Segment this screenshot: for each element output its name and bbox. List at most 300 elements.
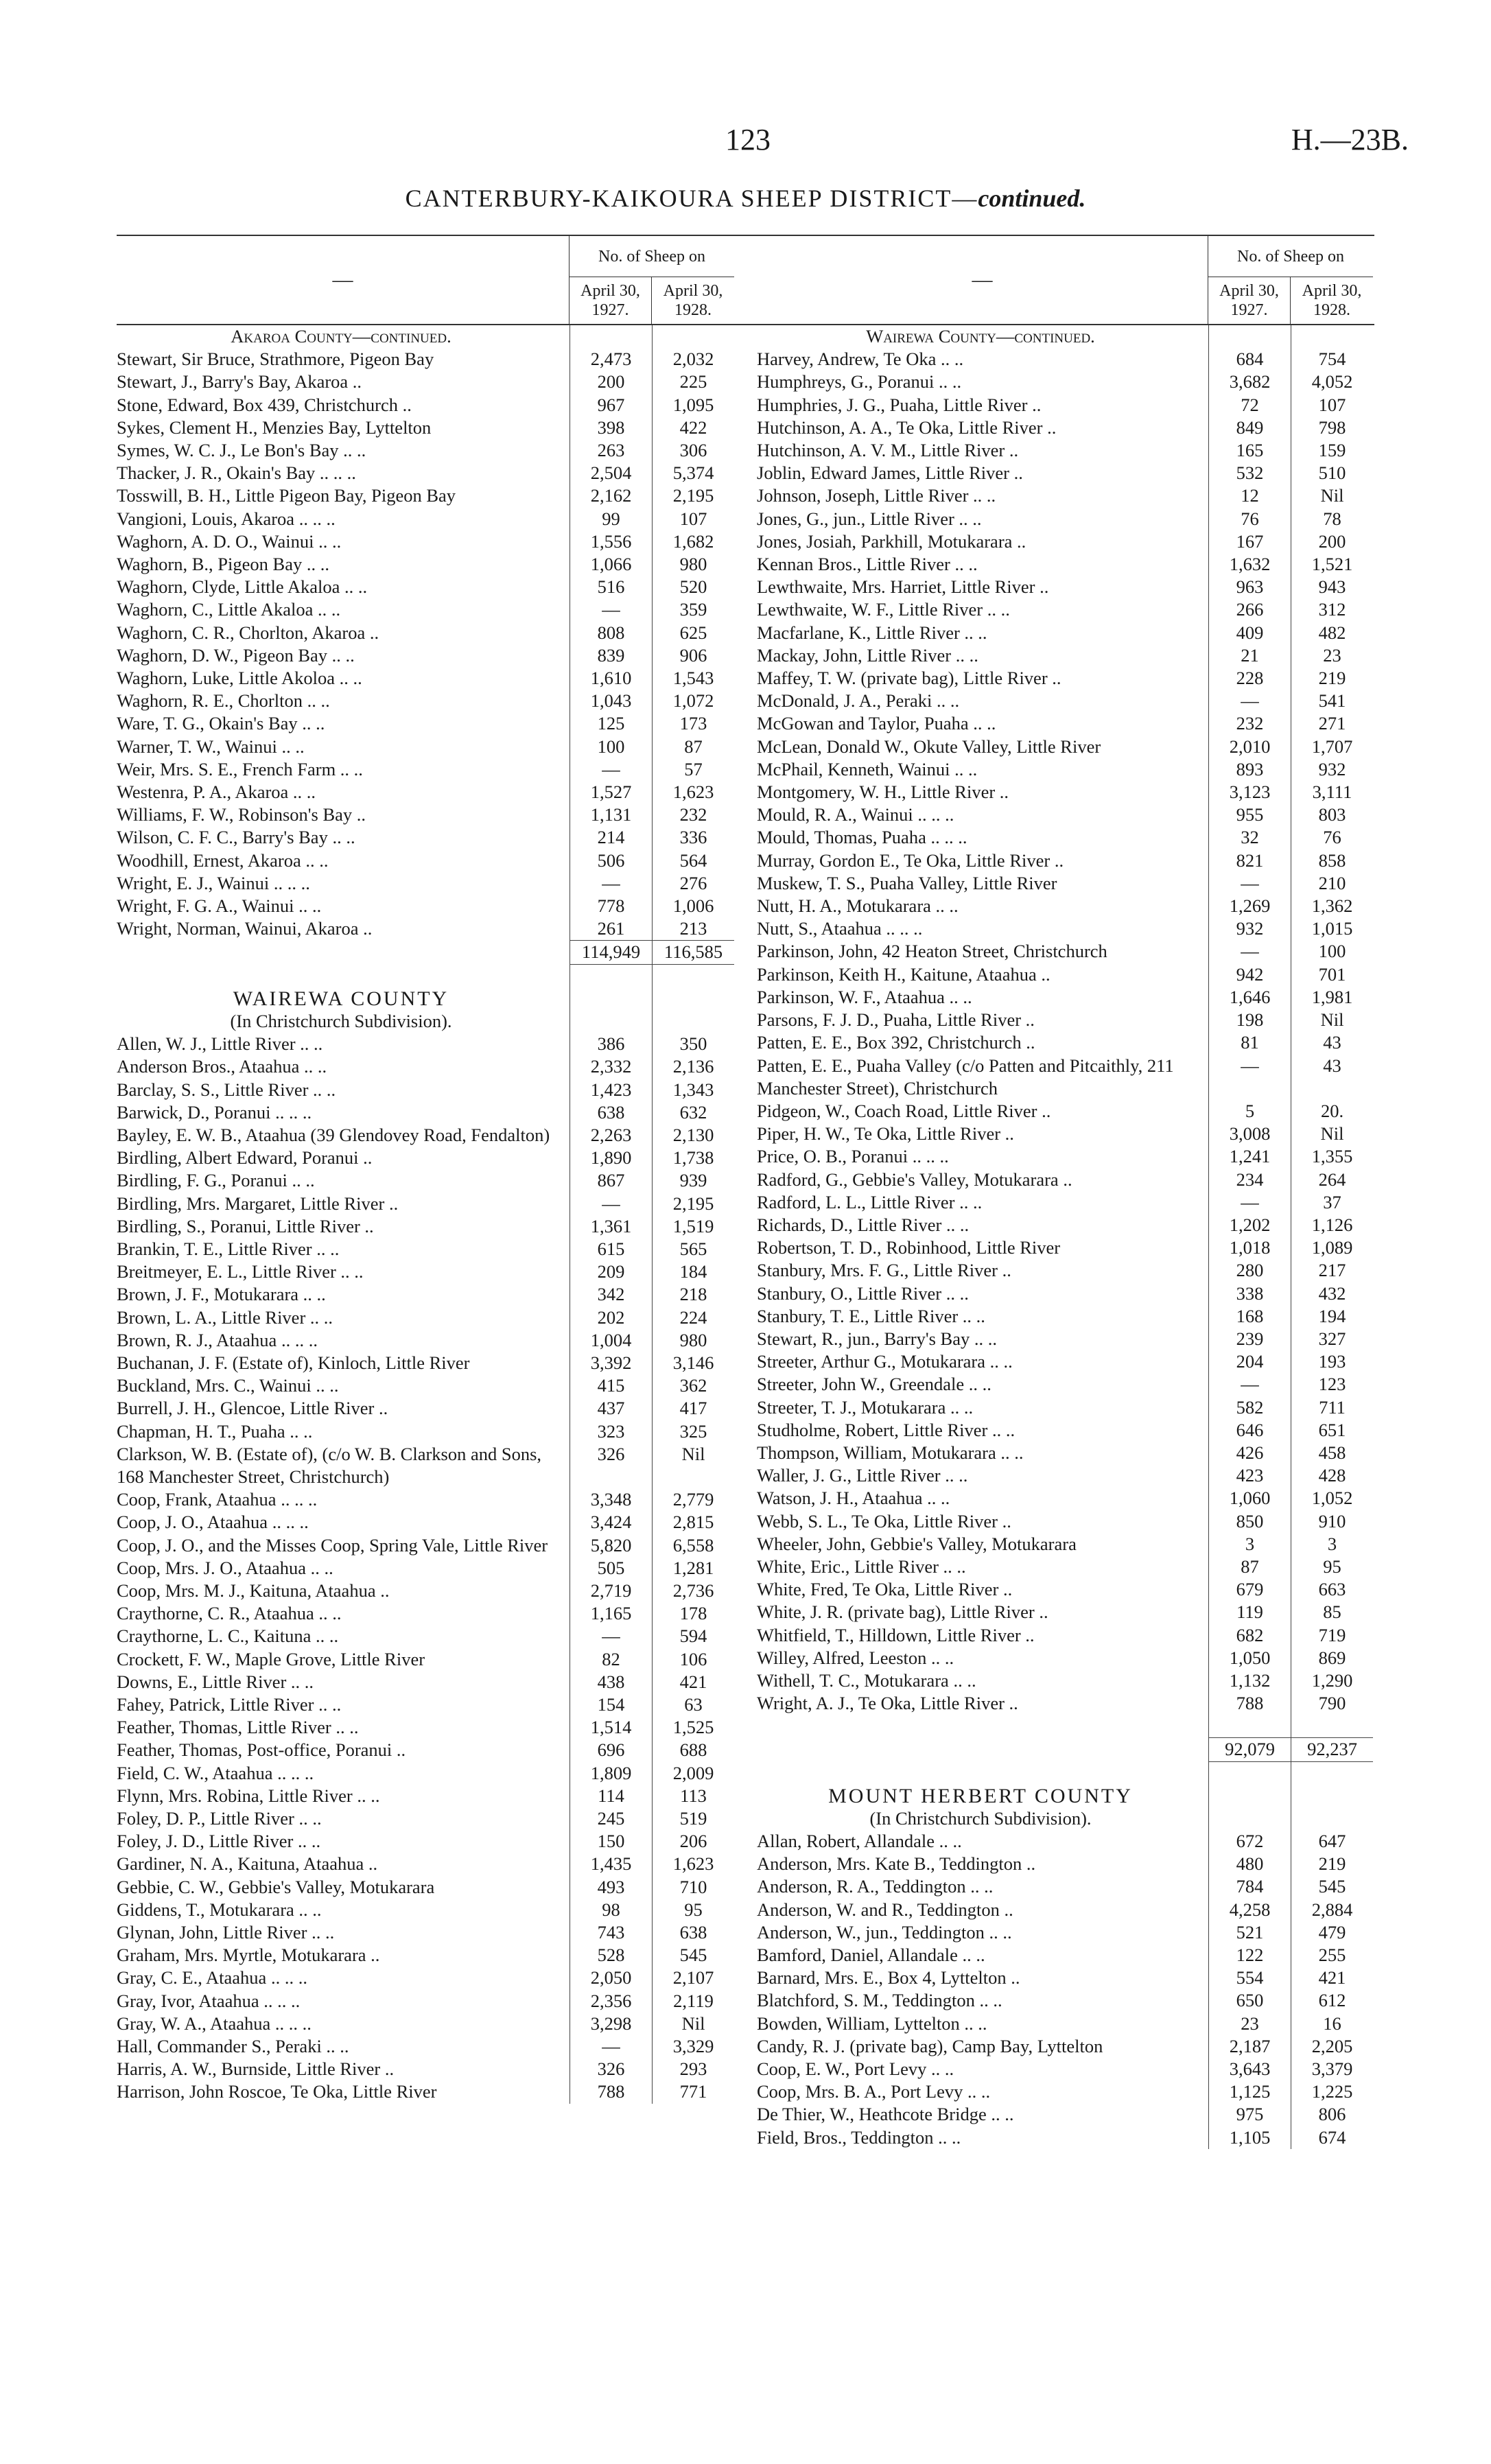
spacer-row — [757, 1762, 1374, 1785]
owner-name: Bamford, Daniel, Allandale .. .. — [757, 1945, 985, 1966]
sheep-1928: 3,146 — [652, 1352, 734, 1374]
sheep-1927: 4,258 — [1208, 1899, 1291, 1921]
owner-name: Watson, J. H., Ataahua .. .. — [757, 1488, 950, 1509]
sheep-1927 — [570, 965, 652, 987]
table-row — [757, 1282, 1374, 1305]
owner-name: Mould, Thomas, Puaha .. .. .. — [757, 827, 967, 848]
sheep-1927: 125 — [570, 712, 652, 735]
sheep-1927 — [1208, 1715, 1291, 1737]
sheep-1928: 325 — [652, 1420, 734, 1443]
owner-name: Anderson, R. A., Teddington .. .. — [757, 1876, 994, 1897]
sheep-1928: 123 — [1291, 1373, 1373, 1396]
table-row — [757, 1214, 1374, 1236]
owner-name: Waghorn, R. E., Chorlton .. .. — [117, 690, 330, 712]
sheep-1928: 1,519 — [652, 1215, 734, 1238]
owner-name: Flynn, Mrs. Robina, Little River .. .. — [117, 1785, 380, 1806]
table-row — [117, 872, 817, 895]
sheep-1928: 939 — [652, 1169, 734, 1192]
sheep-1928: 3,329 — [652, 2035, 734, 2058]
owner-name: Wairewa County—continued. — [866, 326, 1095, 347]
owner-name: Gray, W. A., Ataahua .. .. .. — [117, 2013, 312, 2034]
sheep-1927: 650 — [1208, 1989, 1291, 2012]
sheep-1928: 421 — [1291, 1967, 1373, 1989]
table-row — [117, 826, 817, 849]
right-table-body — [757, 325, 1374, 2149]
table-row — [757, 462, 1374, 484]
sheep-1927: 2,263 — [570, 1124, 652, 1147]
table-row — [757, 736, 1374, 758]
table-row — [757, 1236, 1374, 1259]
sheep-1927: 3,123 — [1208, 781, 1291, 803]
owner-name: Brankin, T. E., Little River .. .. — [117, 1238, 340, 1259]
owner-name: Jones, G., jun., Little River .. .. — [757, 508, 982, 529]
sheep-1927: 615 — [570, 1238, 652, 1260]
sheep-1927: 5,820 — [570, 1534, 652, 1557]
table-row — [117, 712, 817, 735]
sheep-1928: 1,089 — [1291, 1236, 1373, 1259]
sheep-1927: 415 — [570, 1374, 652, 1397]
sheep-1927: 1,423 — [570, 1079, 652, 1101]
sheep-1927: 554 — [1208, 1967, 1291, 1989]
sheep-1927: 3,392 — [570, 1352, 652, 1374]
sheep-1927: 32 — [1208, 826, 1291, 849]
sheep-1927: 99 — [570, 508, 652, 530]
owner-name: Coop, Mrs. B. A., Port Levy .. .. — [757, 2081, 991, 2102]
sheep-1927: — — [1208, 1055, 1291, 1100]
table-row — [117, 1899, 817, 1921]
owner-name: Stewart, Sir Bruce, Strathmore, Pigeon Bay — [117, 349, 434, 370]
owner-name: MOUNT HERBERT COUNTY — [828, 1784, 1133, 1807]
sheep-1927: — — [1208, 872, 1291, 895]
sheep-1928: 350 — [652, 1033, 734, 1055]
sheep-1928: 5,374 — [652, 462, 734, 484]
table-row — [117, 895, 817, 917]
owner-name — [757, 1715, 1208, 1737]
owner-name: Waghorn, A. D. O., Wainui .. .. — [117, 530, 342, 552]
table-row — [757, 1259, 1374, 1282]
table-row — [117, 690, 817, 712]
sheep-1928: 594 — [652, 1625, 734, 1647]
owner-name: Burrell, J. H., Glencoe, Little River .. — [117, 1398, 388, 1419]
table-row — [117, 439, 817, 462]
owner-name — [117, 940, 570, 964]
sheep-1928: 312 — [1291, 598, 1373, 621]
total-row — [757, 1737, 1374, 1761]
owner-name: Coop, J. O., Ataahua .. .. .. — [117, 1512, 309, 1533]
sheep-1928: 2,136 — [652, 1055, 734, 1078]
sheep-1927: 684 — [1208, 348, 1291, 371]
sheep-1928: 276 — [652, 872, 734, 895]
table-row — [117, 598, 817, 621]
no-of-sheep-label: No. of Sheep on — [570, 236, 734, 277]
sheep-1927: 3,424 — [570, 1511, 652, 1534]
sheep-1928: 458 — [1291, 1442, 1373, 1464]
sheep-1928: 213 — [652, 917, 734, 940]
sheep-1927: 788 — [1208, 1692, 1291, 1715]
left-column — [117, 235, 817, 2104]
subdivision-label — [757, 1807, 1374, 1830]
sheep-1928: 1,095 — [652, 394, 734, 416]
sheep-1928: 1,543 — [652, 667, 734, 690]
table-row — [757, 508, 1374, 530]
table-row — [117, 1921, 817, 1944]
sheep-1927: 493 — [570, 1876, 652, 1899]
left-table-body — [117, 325, 817, 2104]
owner-name: Westenra, P. A., Akaroa .. .. — [117, 782, 316, 803]
table-row — [117, 758, 817, 781]
sheep-1927: 1,060 — [1208, 1487, 1291, 1510]
table-row — [757, 1875, 1374, 1898]
table-row — [757, 1899, 1374, 1921]
owner-name: Gebbie, C. W., Gebbie's Valley, Motukarara — [117, 1876, 435, 1897]
sheep-1928: 1,006 — [652, 895, 734, 917]
sheep-1927: 168 — [1208, 1305, 1291, 1328]
sheep-1928: 1,623 — [652, 781, 734, 803]
sheep-1928: 1,707 — [1291, 736, 1373, 758]
sheep-1927: 682 — [1208, 1624, 1291, 1647]
sheep-1927: 967 — [570, 394, 652, 416]
owner-name: McDonald, J. A., Peraki .. .. — [757, 690, 960, 712]
sheep-1928: 612 — [1291, 1989, 1373, 2012]
sheep-1927: — — [570, 1193, 652, 1215]
sheep-1928: 92,237 — [1291, 1737, 1373, 1761]
owner-name: Stone, Edward, Box 439, Christchurch .. — [117, 394, 412, 415]
owner-name: Buckland, Mrs. C., Wainui .. .. — [117, 1375, 339, 1396]
sheep-1928: 63 — [652, 1693, 734, 1716]
sheep-1927: 326 — [570, 1443, 652, 1488]
sheep-1928: 100 — [1291, 940, 1373, 963]
owner-name: Blatchford, S. M., Teddington .. .. — [757, 1990, 1002, 2011]
sheep-1928: 2,205 — [1291, 2035, 1373, 2058]
table-row — [757, 667, 1374, 690]
sheep-1928: 625 — [652, 622, 734, 644]
sheep-1927: 239 — [1208, 1328, 1291, 1350]
sheep-1928: 95 — [652, 1899, 734, 1921]
sheep-1927: 850 — [1208, 1510, 1291, 1533]
owner-name: Brown, L. A., Little River .. .. — [117, 1306, 333, 1328]
table-row — [117, 1648, 817, 1671]
sheep-1927: 280 — [1208, 1259, 1291, 1282]
owner-name: Murray, Gordon E., Te Oka, Little River .. — [757, 849, 1064, 871]
table-row — [117, 1033, 817, 1055]
table-row — [757, 2080, 1374, 2103]
sheep-1927: 92,079 — [1208, 1737, 1291, 1761]
owner-name — [757, 1737, 1208, 1761]
sheep-1928: 1,682 — [652, 530, 734, 553]
sheep-1928 — [652, 987, 734, 1010]
owner-name: Wright, A. J., Te Oka, Little River .. — [757, 1693, 1018, 1714]
sheep-1927: 3,682 — [1208, 371, 1291, 393]
owner-name: Nutt, H. A., Motukarara .. .. — [757, 895, 959, 917]
spacer-row — [757, 1715, 1374, 1737]
table-row — [117, 1876, 817, 1899]
sheep-1928: 663 — [1291, 1578, 1373, 1601]
table-row — [117, 1374, 817, 1397]
owner-name: Gray, Ivor, Ataahua .. .. .. — [117, 1990, 301, 2011]
sheep-1928: 57 — [652, 758, 734, 781]
sheep-1928: 798 — [1291, 416, 1373, 439]
table-row — [757, 803, 1374, 826]
sheep-1927: — — [570, 758, 652, 781]
owner-name: Stanbury, T. E., Little River .. .. — [757, 1305, 985, 1326]
table-row — [757, 1100, 1374, 1123]
owner-name: (In Christchurch Subdivision). — [869, 1807, 1092, 1829]
table-row — [117, 736, 817, 758]
sheep-1928: 545 — [652, 1944, 734, 1967]
county-heading — [757, 1785, 1374, 1807]
owner-name — [757, 1762, 1208, 1785]
table-row — [757, 690, 1374, 712]
sheep-1927: 1,125 — [1208, 2080, 1291, 2103]
owner-name: Parkinson, John, 42 Heaton Street, Christchurch — [757, 941, 1107, 962]
sheep-1927: 154 — [570, 1693, 652, 1716]
owner-name: Hutchinson, A. A., Te Oka, Little River .. — [757, 416, 1057, 438]
table-row — [117, 553, 817, 576]
sheep-1928: 23 — [1291, 644, 1373, 667]
table-row — [757, 895, 1374, 917]
sheep-1927: — — [1208, 1373, 1291, 1396]
table-row — [117, 2013, 817, 2035]
owner-name: Graham, Mrs. Myrtle, Motukarara .. — [117, 1945, 380, 1966]
sheep-1927: 808 — [570, 622, 652, 644]
owner-name: Crockett, F. W., Maple Grove, Little River — [117, 1648, 425, 1669]
owner-name: McGowan and Taylor, Puaha .. .. — [757, 713, 996, 734]
owner-name: Robertson, T. D., Robinhood, Little River — [757, 1237, 1061, 1258]
sheep-1928 — [1291, 325, 1373, 348]
sheep-1928: 2,107 — [652, 1967, 734, 1989]
sheep-1928: 1,738 — [652, 1147, 734, 1169]
owner-name: Craythorne, L. C., Kaituna .. .. — [117, 1626, 339, 1647]
sheep-1928: 482 — [1291, 622, 1373, 644]
sheep-1927: — — [1208, 940, 1291, 963]
owner-name: Ware, T. G., Okain's Bay .. .. — [117, 713, 325, 734]
sheep-1927: 234 — [1208, 1169, 1291, 1191]
table-row — [757, 1853, 1374, 1875]
sheep-1928: 106 — [652, 1648, 734, 1671]
owner-name: Harris, A. W., Burnside, Little River .. — [117, 2058, 395, 2080]
table-row — [117, 1193, 817, 1215]
owner-name: Harvey, Andrew, Te Oka .. .. — [757, 349, 964, 370]
sheep-1928 — [652, 1010, 734, 1033]
table-row — [117, 1534, 817, 1557]
sheep-1927: 119 — [1208, 1601, 1291, 1623]
sheep-1927 — [1208, 325, 1291, 348]
owner-name: Akaroa County—continued. — [231, 326, 451, 347]
header-dash: — — [757, 236, 1208, 324]
sheep-1927: 2,050 — [570, 1967, 652, 1989]
sheep-1928 — [652, 325, 734, 348]
sheep-1928: Nil — [652, 2013, 734, 2035]
sheep-1928: 1,281 — [652, 1557, 734, 1580]
sheep-1928: 362 — [652, 1374, 734, 1397]
sheep-1928: 193 — [1291, 1350, 1373, 1373]
table-row — [757, 1533, 1374, 1556]
owner-name: Tosswill, B. H., Little Pigeon Bay, Pigeon Bay — [117, 485, 456, 506]
sheep-1928: 43 — [1291, 1055, 1373, 1100]
owner-name: Anderson Bros., Ataahua .. .. — [117, 1056, 327, 1077]
owner-name: McPhail, Kenneth, Wainui .. .. — [757, 758, 978, 779]
sheep-1928: 564 — [652, 849, 734, 872]
sheep-1928: 1,072 — [652, 690, 734, 712]
sheep-1928: 932 — [1291, 758, 1373, 781]
sheep-1927: — — [1208, 690, 1291, 712]
owner-name: Thompson, William, Motukarara .. .. — [757, 1442, 1024, 1463]
owner-name: De Thier, W., Heathcote Bridge .. .. — [757, 2104, 1014, 2125]
table-row — [757, 1967, 1374, 1989]
owner-name: (In Christchurch Subdivision). — [230, 1010, 452, 1031]
sheep-1927: 1,202 — [1208, 1214, 1291, 1236]
sheep-1928: 1,981 — [1291, 986, 1373, 1009]
sheep-1928: 184 — [652, 1260, 734, 1283]
sheep-1928: 651 — [1291, 1419, 1373, 1442]
sheep-1927: 2,719 — [570, 1580, 652, 1602]
sheep-1927: 1,050 — [1208, 1647, 1291, 1669]
owner-name: Lewthwaite, Mrs. Harriet, Little River .. — [757, 576, 1049, 598]
sheep-1927 — [570, 987, 652, 1010]
table-row — [117, 484, 817, 507]
sheep-1927: 788 — [570, 2080, 652, 2103]
owner-name: Giddens, T., Motukarara .. .. — [117, 1899, 322, 1920]
sheep-1927: 963 — [1208, 576, 1291, 598]
sheep-1928: 688 — [652, 1739, 734, 1761]
owner-name: Wilson, C. F. C., Barry's Bay .. .. — [117, 827, 355, 848]
table-row — [757, 1830, 1374, 1853]
total-row — [117, 940, 817, 964]
sheep-1928: 1,015 — [1291, 917, 1373, 940]
sheep-1928: 1,521 — [1291, 553, 1373, 576]
table-row — [117, 576, 817, 598]
sheep-1927: 2,010 — [1208, 736, 1291, 758]
owner-name: Waghorn, Luke, Little Akoloa .. .. — [117, 668, 362, 689]
table-row — [117, 803, 817, 826]
left-table-header — [117, 235, 817, 325]
table-row — [757, 1556, 1374, 1578]
table-row — [117, 1329, 817, 1352]
sheep-1928: 541 — [1291, 690, 1373, 712]
table-row — [757, 1944, 1374, 1967]
sheep-1928: 6,558 — [652, 1534, 734, 1557]
sheep-1927: 2,187 — [1208, 2035, 1291, 2058]
sheep-1927: 1,132 — [1208, 1669, 1291, 1692]
table-row — [117, 622, 817, 644]
sheep-1927: 516 — [570, 576, 652, 598]
sheep-1927: 263 — [570, 439, 652, 462]
table-row — [757, 416, 1374, 439]
sheep-1928: 107 — [1291, 394, 1373, 416]
county-heading — [117, 987, 817, 1010]
right-table-header — [757, 235, 1374, 325]
sheep-1927: 932 — [1208, 917, 1291, 940]
sheep-1927: 1,165 — [570, 1602, 652, 1625]
owner-name: Streeter, T. J., Motukarara .. .. — [757, 1396, 974, 1418]
table-row — [757, 1305, 1374, 1328]
date-1928-header: April 30, 1928. — [1302, 282, 1362, 319]
table-row — [757, 826, 1374, 849]
owner-name: Gray, C. E., Ataahua .. .. .. — [117, 1967, 307, 1988]
owner-name: Wright, Norman, Wainui, Akaroa .. — [117, 918, 373, 939]
sheep-1927: 1,556 — [570, 530, 652, 553]
sheep-1928: 218 — [652, 1283, 734, 1306]
owner-name: Radford, L. L., Little River .. .. — [757, 1191, 983, 1212]
owner-name: Weir, Mrs. S. E., French Farm .. .. — [117, 758, 363, 779]
sheep-1927: 743 — [570, 1921, 652, 1944]
sheep-1927: 82 — [570, 1648, 652, 1671]
title-text: CANTERBURY-KAIKOURA SHEEP DISTRICT— — [405, 185, 978, 212]
sheep-count-header — [570, 236, 734, 324]
sheep-1927: 198 — [1208, 1009, 1291, 1031]
sheep-1927: — — [570, 1625, 652, 1647]
owner-name: Patten, E. E., Box 392, Christchurch .. — [757, 1032, 1035, 1053]
owner-name: Richards, D., Little River .. .. — [757, 1214, 970, 1235]
table-row — [117, 917, 817, 940]
sheep-1928: 306 — [652, 439, 734, 462]
owner-name: Stanbury, O., Little River .. .. — [757, 1282, 969, 1304]
owner-name: Glynan, John, Little River .. .. — [117, 1922, 335, 1943]
sheep-1928: 3,111 — [1291, 781, 1373, 803]
sheep-1928 — [1291, 1762, 1373, 1785]
sheep-1927: 72 — [1208, 394, 1291, 416]
table-row — [117, 849, 817, 872]
owner-name: Jones, Josiah, Parkhill, Motukarara .. — [757, 530, 1026, 552]
table-row — [757, 1373, 1374, 1396]
table-row — [117, 1807, 817, 1830]
sheep-1928: 701 — [1291, 963, 1373, 986]
sheep-1927 — [570, 325, 652, 348]
table-row — [117, 530, 817, 553]
owner-name: Hall, Commander S., Peraki .. .. — [117, 2036, 349, 2057]
sheep-1928: 428 — [1291, 1464, 1373, 1487]
sheep-1928: 943 — [1291, 576, 1373, 598]
sheep-1927: 672 — [1208, 1830, 1291, 1853]
owner-name: Feather, Thomas, Post-office, Poranui .. — [117, 1739, 406, 1761]
sheep-1928: 710 — [652, 1876, 734, 1899]
sheep-1927: 5 — [1208, 1100, 1291, 1123]
owner-name: Candy, R. J. (private bag), Camp Bay, Lyttelton — [757, 2035, 1103, 2056]
owner-name: Anderson, Mrs. Kate B., Teddington .. — [757, 1853, 1036, 1875]
sheep-1927: 200 — [570, 371, 652, 393]
sheep-1927: 114,949 — [570, 940, 652, 964]
sheep-1928: 1,052 — [1291, 1487, 1373, 1510]
sheep-1928: 16 — [1291, 2013, 1373, 2035]
owner-name: Barnard, Mrs. E., Box 4, Lyttelton .. — [757, 1967, 1020, 1988]
sheep-1927: 1,646 — [1208, 986, 1291, 1009]
sheep-1927: 1,435 — [570, 1853, 652, 1875]
owner-name: Foley, D. P., Little River .. .. — [117, 1808, 322, 1829]
date-1927-header: April 30, 1927. — [570, 277, 652, 324]
sheep-1927: — — [570, 872, 652, 895]
sheep-1928: 359 — [652, 598, 734, 621]
table-row — [757, 2035, 1374, 2058]
table-row — [757, 1989, 1374, 2012]
sheep-1928: 37 — [1291, 1191, 1373, 1214]
owner-name: Maffey, T. W. (private bag), Little River .. — [757, 668, 1061, 689]
owner-name: Anderson, W. and R., Teddington .. — [757, 1899, 1013, 1920]
owner-name: Pidgeon, W., Coach Road, Little River .. — [757, 1100, 1051, 1121]
owner-name — [117, 965, 570, 987]
sheep-1927: — — [1208, 1191, 1291, 1214]
sheep-1928: 719 — [1291, 1624, 1373, 1647]
table-row — [757, 917, 1374, 940]
sheep-1928: 674 — [1291, 2126, 1373, 2149]
sheep-1928: 2,009 — [652, 1762, 734, 1785]
table-row — [757, 2013, 1374, 2035]
owner-name: Humphreys, G., Poranui .. .. — [757, 371, 962, 392]
owner-name: Brown, R. J., Ataahua .. .. .. — [117, 1329, 318, 1350]
sheep-1928: 711 — [1291, 1396, 1373, 1419]
sheep-1927: 506 — [570, 849, 652, 872]
sheep-1928: 173 — [652, 712, 734, 735]
owner-name: Parkinson, Keith H., Kaitune, Ataahua .. — [757, 963, 1050, 985]
